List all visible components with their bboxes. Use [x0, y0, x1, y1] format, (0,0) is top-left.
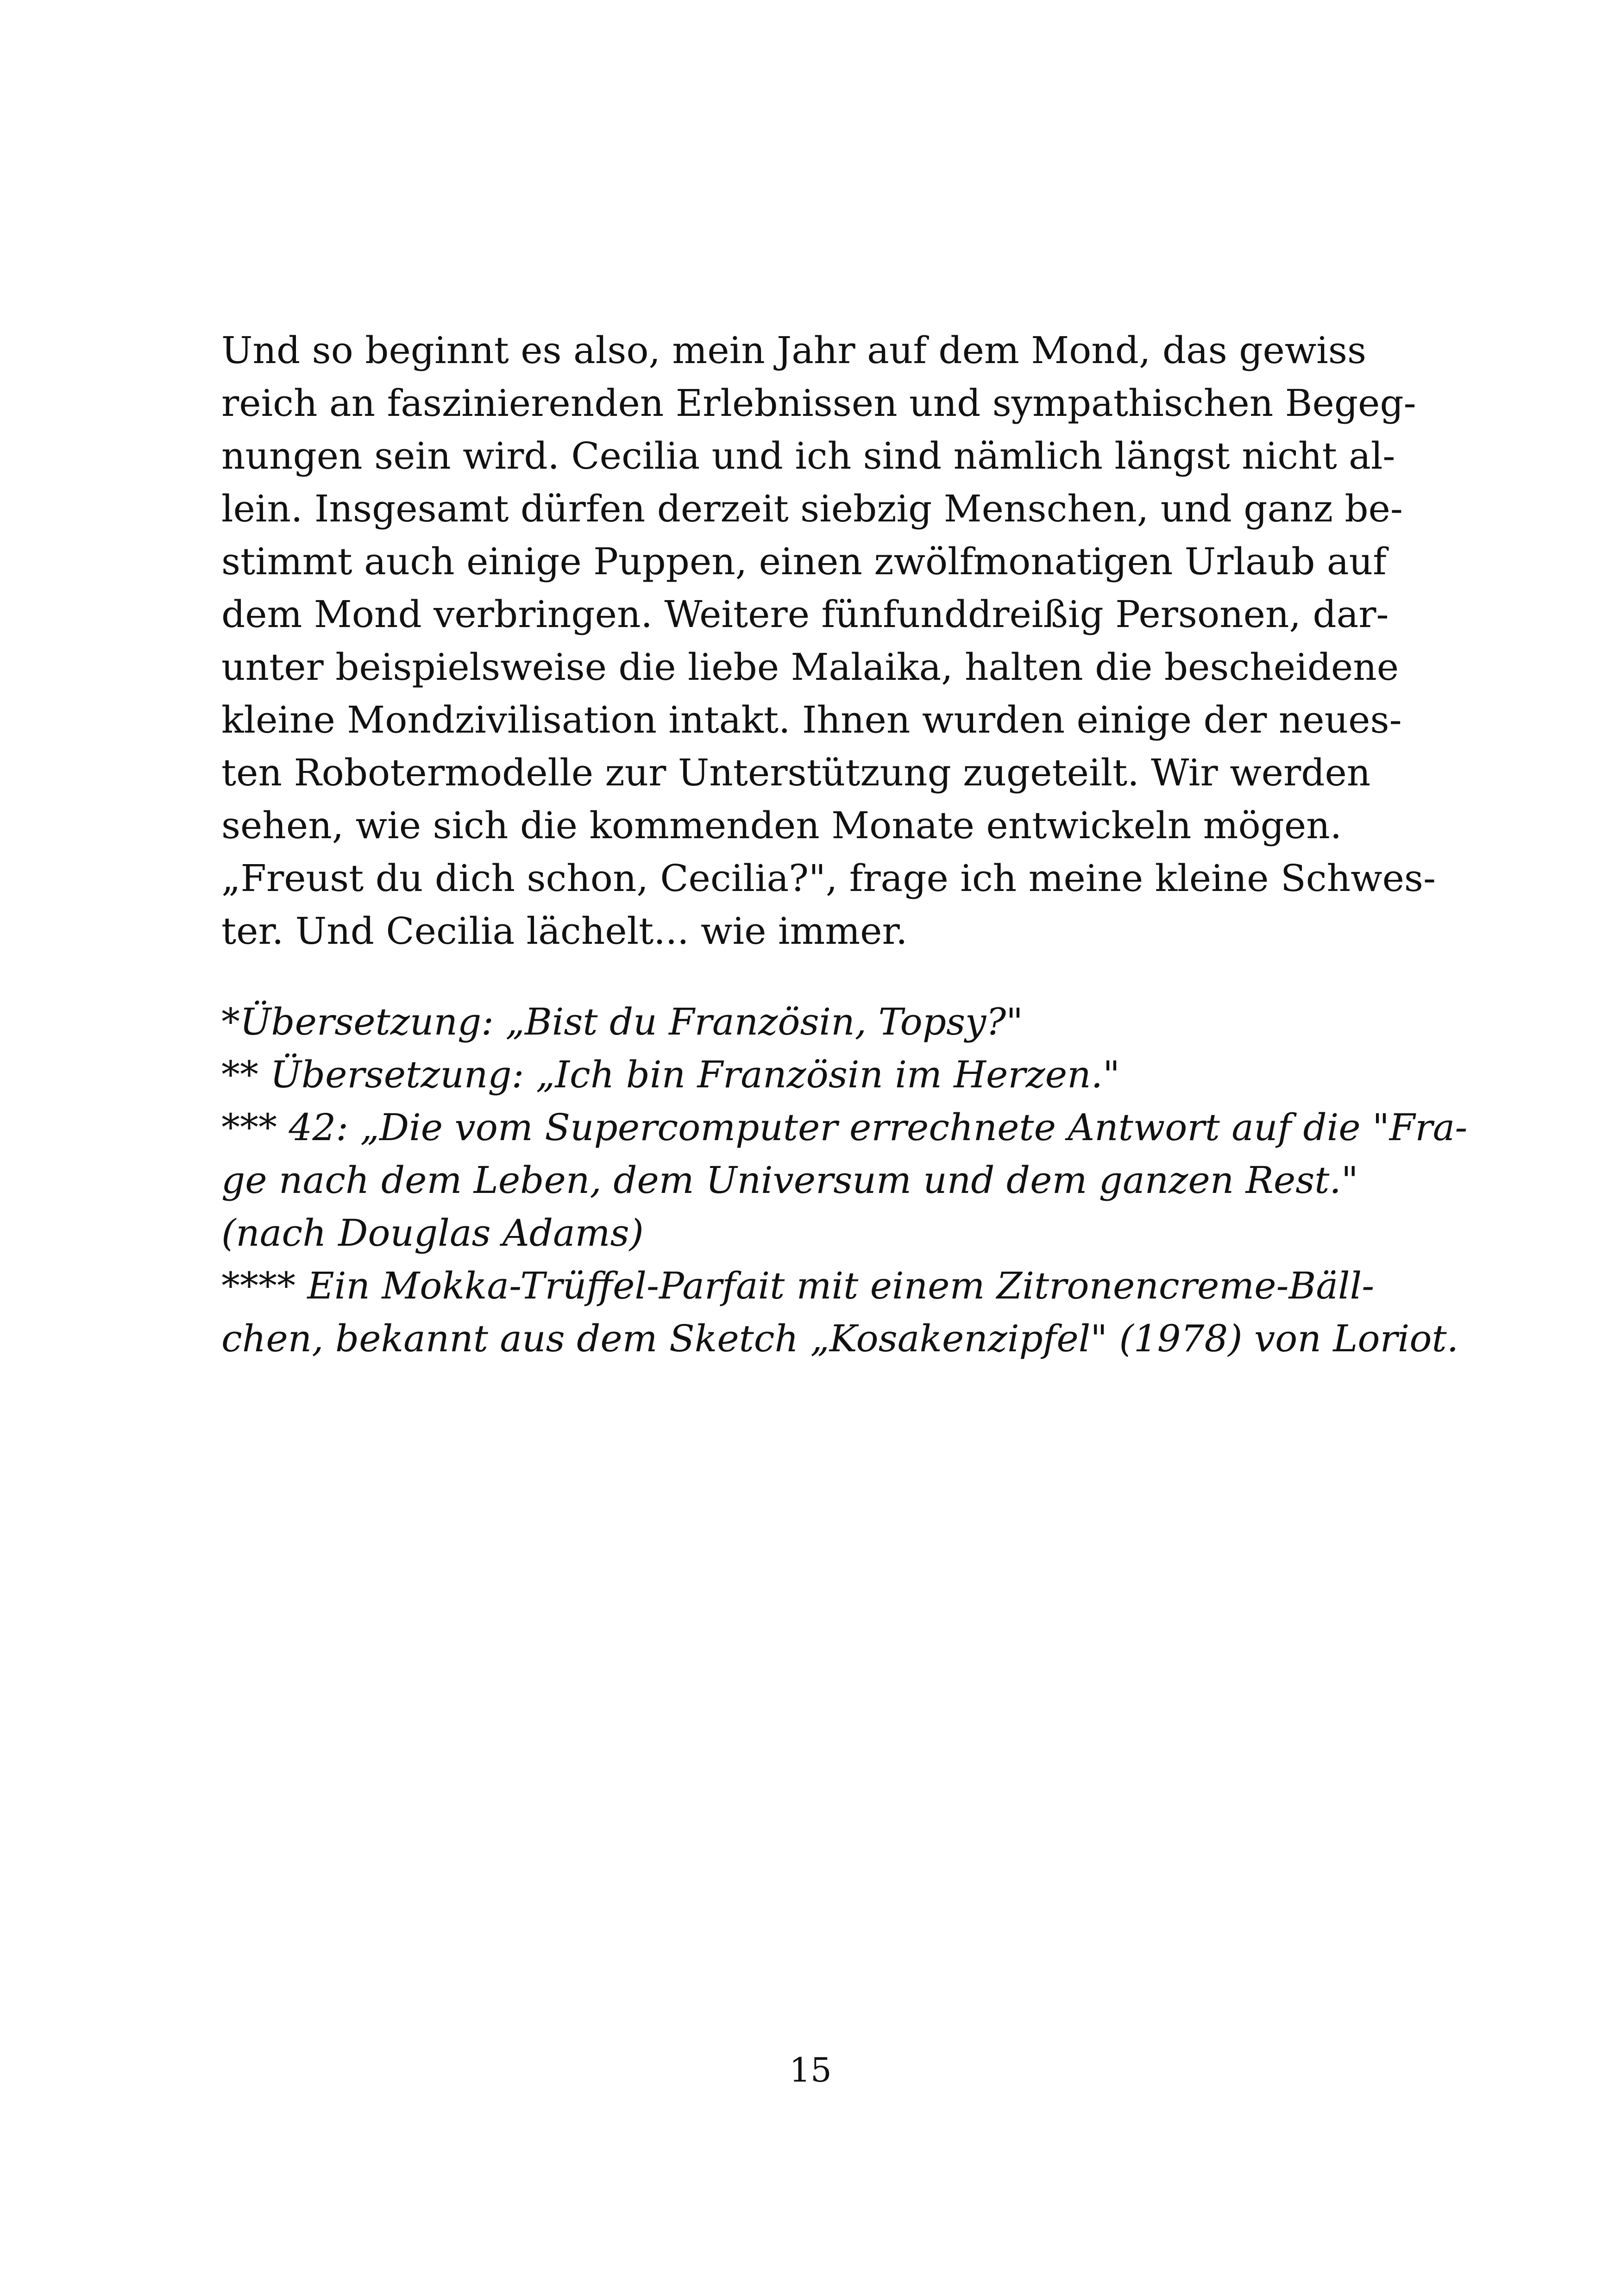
footnote-line: chen, bekannt aus dem Sketch „Kosakenzipfel" (1978) von Loriot.	[221, 1317, 1459, 1360]
body-line: dem Mond verbringen. Weitere fünfunddreißig Personen, dar-	[221, 593, 1389, 636]
body-line: stimmt auch einige Puppen, einen zwölfmonatigen Urlaub auf	[221, 540, 1387, 583]
body-line: ter. Und Cecilia lächelt... wie immer.	[221, 910, 908, 953]
body-line: sehen, wie sich die kommenden Monate entwickeln mögen.	[221, 804, 1342, 847]
body-line: ten Robotermodelle zur Unterstützung zugeteilt. Wir werden	[221, 751, 1371, 794]
page-number: 15	[789, 2051, 832, 2089]
body-line: Und so beginnt es also, mein Jahr auf dem Mond, das gewiss	[221, 329, 1366, 372]
body-line: reich an faszinierenden Erlebnissen und sympathischen Begeg-	[221, 382, 1416, 425]
body-text	[221, 324, 1436, 958]
footnote-line: (nach Douglas Adams)	[221, 1211, 644, 1255]
footnote-line: *** 42: „Die vom Supercomputer errechnete Antwort auf die "Fra-	[221, 1106, 1468, 1149]
footnote-line: ge nach dem Leben, dem Universum und dem ganzen Rest."	[221, 1159, 1358, 1202]
footnote-line: *Übersetzung: „Bist du Französin, Topsy?"	[221, 1000, 1023, 1043]
footnote-line: ** Übersetzung: „Ich bin Französin im Herzen."	[221, 1053, 1120, 1096]
footnotes	[221, 996, 1468, 1365]
body-line: lein. Insgesamt dürfen derzeit siebzig Menschen, und ganz be-	[221, 487, 1403, 530]
footnote-line: **** Ein Mokka-Trüffel-Parfait mit einem Zitronencreme-Bäll-	[221, 1264, 1375, 1307]
body-line: unter beispielsweise die liebe Malaika, halten die bescheidene	[221, 646, 1399, 689]
body-line: „Freust du dich schon, Cecilia?", frage ich meine kleine Schwes-	[221, 857, 1436, 900]
body-line: nungen sein wird. Cecilia und ich sind nämlich längst nicht al-	[221, 434, 1395, 477]
body-line: kleine Mondzivilisation intakt. Ihnen wurden einige der neues-	[221, 698, 1402, 741]
